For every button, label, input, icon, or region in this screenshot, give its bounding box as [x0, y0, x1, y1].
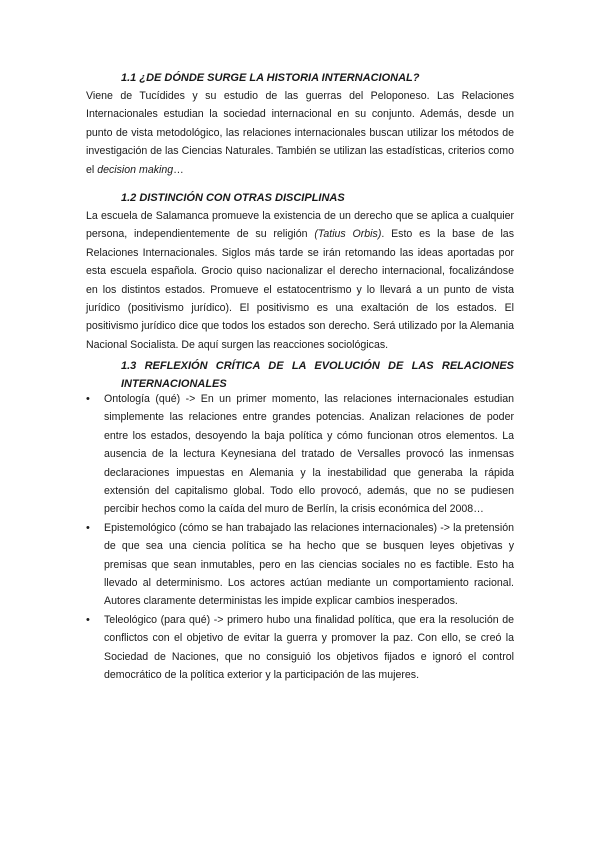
section-paragraph-1-2	[86, 207, 514, 354]
list-item-text: Teleológico (para qué) -> primero hubo una finalidad política, que era la resolución de conflictos con el objetivo de evitar la guerra y promover la paz. Con ello, se creó la Sociedad de Naciones, que no consiguió los objetivos fijados e ignoró el control democrático de la política exterior y la participación de las mujeres.	[104, 613, 514, 682]
section-heading-1-2: 1.2 DISTINCIÓN CON OTRAS DISCIPLINAS	[121, 192, 345, 204]
paragraph-text: Viene de Tucídides y su estudio de las guerras del Peloponeso. Las Relaciones Internacionales estudian la sociedad internacional en su conjunto. Además, desde un punto de vista metodológico, las relaciones internacionales buscan utilizar los métodos de investigación de las Ciencias Naturales. También se utilizan las estadísticas, criterios como el	[86, 90, 514, 176]
section-paragraph-1-1	[86, 87, 514, 179]
bullet-icon: •	[86, 393, 90, 405]
list-item	[86, 390, 514, 519]
section-heading-1-1: 1.1 ¿DE DÓNDE SURGE LA HISTORIA INTERNACIONAL?	[121, 72, 420, 84]
bullet-icon: •	[86, 521, 90, 534]
paragraph-text: La escuela de Salamanca promueve la existencia de un derecho que se aplica a cualquier persona, independientemente de su religión	[86, 210, 514, 241]
bullet-list	[86, 390, 514, 685]
list-item	[86, 611, 514, 685]
paragraph-text: …	[173, 163, 184, 176]
section-heading-1-3: 1.3 REFLEXIÓN CRÍTICA DE LA EVOLUCIÓN DE LAS RELACIONES INTERNACIONALES	[121, 360, 514, 390]
paragraph-text: . Esto es la base de las Relaciones Internacionales. Siglos más tarde se irán retomando las ideas aportadas por esta escuela española. Grocio quiso nacionalizar el derecho internacional, focalizándose en los distintos estados. Promueve el estatocentrismo y lo llevará a un punto de vista jurídico (positivismo jurídico). El positivismo es una exaltación de los estados. El positivismo jurídico dice que todos los estados son derecho. Será utilizado por la Alemania Nacional Socialista. De aquí surgen las reacciones sociológicas.	[86, 228, 514, 351]
list-item-text: Ontología (qué) -> En un primer momento, las relaciones internacionales estudian simplemente las relaciones entre grandes potencias. Analizan relaciones de poder entre los estados, desoyendo la baja política y cómo funcionan otros elementos. La ausencia de la lectura Keynesiana del tratado de Versalles provocó las inmensas declaraciones impuestas en Alemania y la inestabilidad que generaba la rápida extensión del capitalismo global. Todo ello provocó, además, que no se pudiesen percibir hechos como la caída del muro de Berlín, la crisis económica del 2008…	[104, 393, 514, 516]
list-item	[86, 519, 514, 611]
italic-term: decision making	[97, 163, 174, 176]
bullet-icon: •	[86, 613, 90, 626]
list-item-text: Epistemológico (cómo se han trabajado las relaciones internacionales) -> la pretensión de que sea una ciencia política se ha hecho que se busquen leyes objetivas y premisas que sean inmutables, pero en las ciencias sociales no es factible. Esto ha llevado al determinismo. Los actores actúan mediante un comportamiento racional. Autores claramente deterministas les impide explicar cambios inesperados.	[104, 521, 514, 608]
italic-term: (Tatius Orbis)	[314, 228, 382, 241]
